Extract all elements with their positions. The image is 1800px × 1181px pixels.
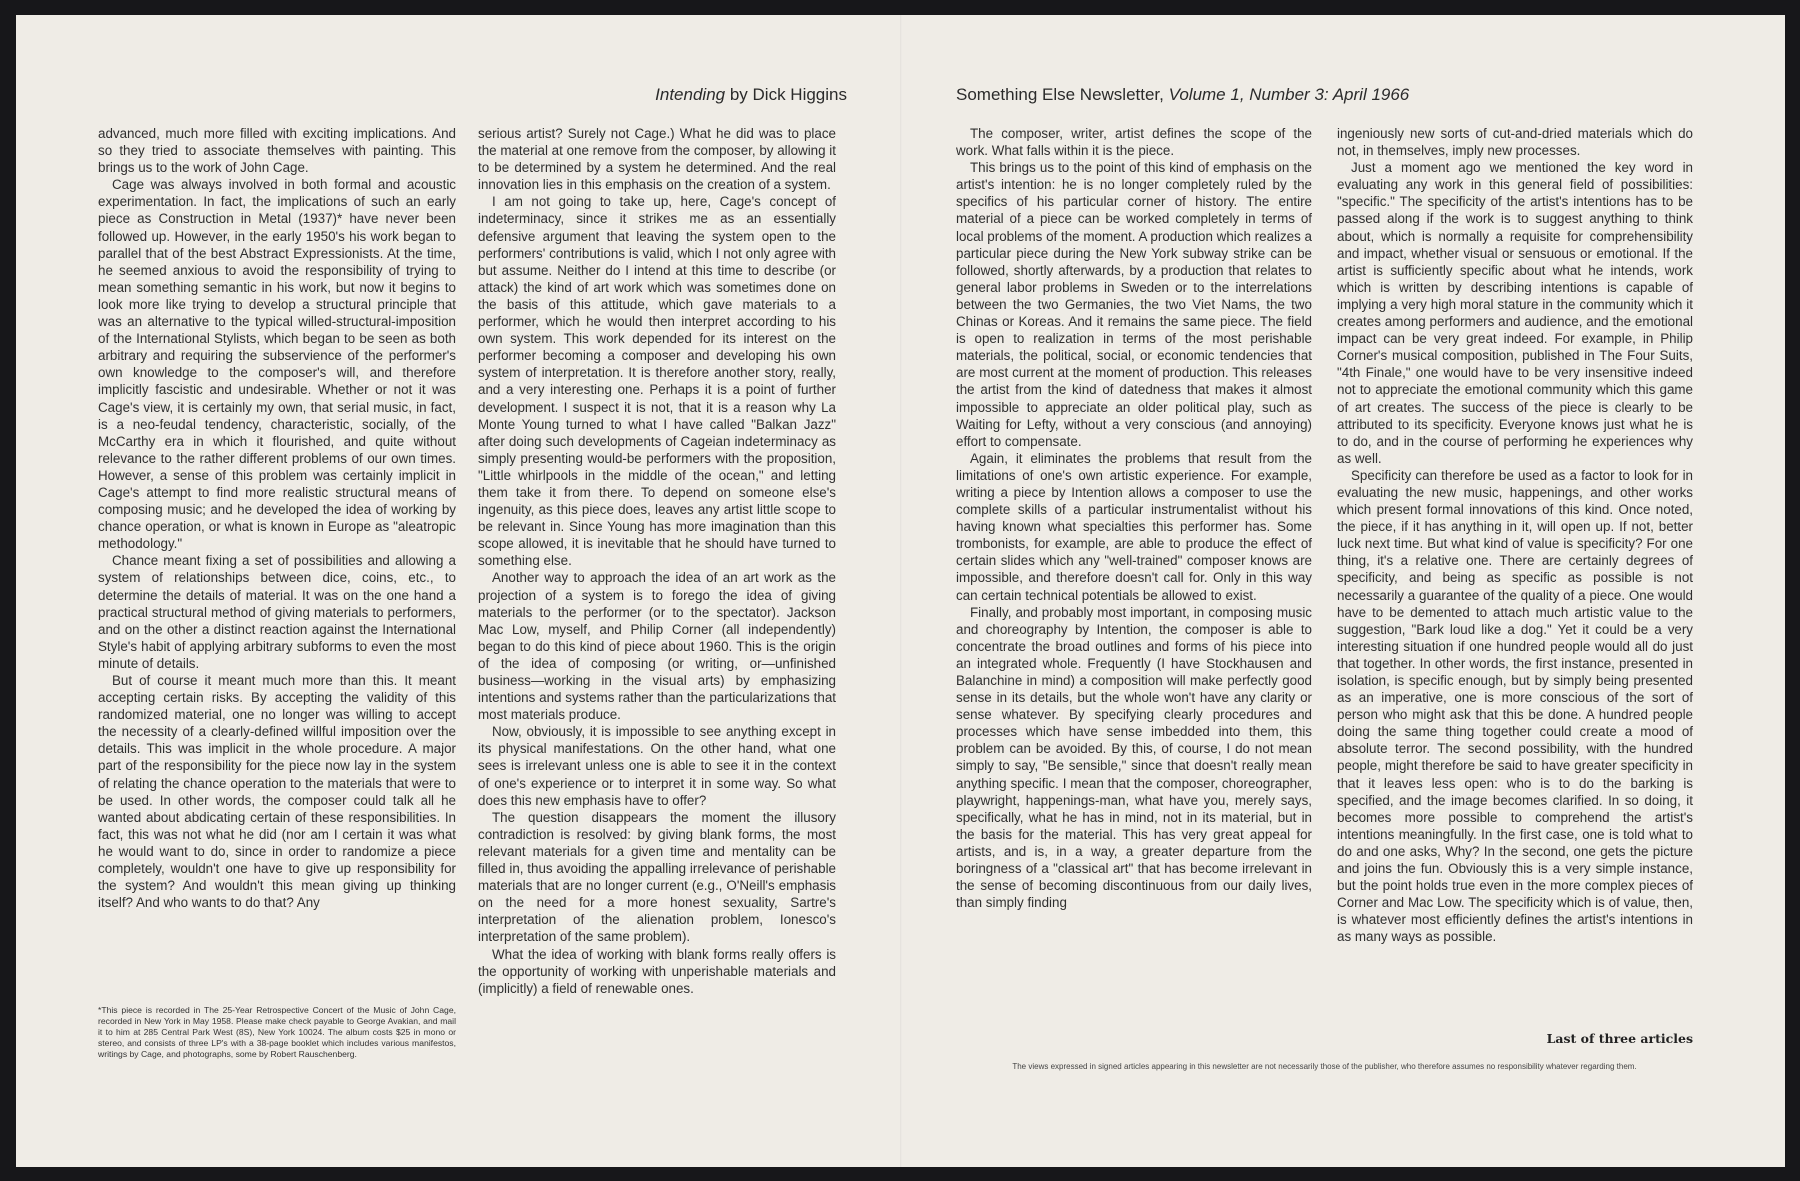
paragraph: What the idea of working with blank forms really offers is the opportunity of working with unperishable materials and (implicitly) a field of renewable ones. [478,946,836,996]
paragraph: Cage was always involved in both formal and acoustic experimentation. In fact, the implications of such an early piece as Construction in Metal (1937)* have never been followed up. However, in the early 1950's his work began to parallel that of the best Abstract Expressionists. At the time, he seemed anxious to avoid the responsibility of trying to mean something semantic in his work, but now it begins to look more like trying to develop a structural principle that was an alternative to the typical willed-structural-imposition of the International Stylists, which began to be seen as both arbitrary and requiring the subservience of the performer's own knowledge to the composer's will, and therefore implicitly fascistic and undesirable. Whether or not it was Cage's view, it is certainly my own, that serial music, in fact, is a neo-feudal tendency, characteristic, socially, of the McCarthy era in which it flourished, and quite without relevance to the rather different problems of our own times. However, a sense of this problem was certainly implicit in Cage's attempt to find more realistic structural means of composing music; and he developed the idea of working by chance operation, or what is known in Europe as "aleatropic methodology." [98,177,456,552]
paragraph: serious artist? Surely not Cage.) What he did was to place the material at one remove from the composer, by allowing it to be determined by a system he determined. And the real innovation lies in this emphasis on the creation of a system. [478,126,836,193]
text-column-2 [478,125,836,997]
center-fold [900,15,902,1167]
paragraph: Finally, and probably most important, in composing music and choreography by Intention, the composer is able to concentrate the broad outlines and forms of his piece into an integrated whole. Frequently (I have Stockhausen and Balanchine in mind) a composition will make perfectly good sense in its details, but the whole won't have any clarity or sense whatever. By specifying clearly procedures and processes which have sense imbedded into them, this problem can be avoided. By this, of course, I do not mean simply to say, "Be sensible," since that doesn't really mean anything specific. I mean that the composer, choreographer, playwright, happenings-man, what have you, merely says, specifically, what he has in mind, not in its material, but in the basis for the material. This has very great appeal for artists, and is, in a way, a greater departure from the boringness of a "classical art" that has become irrelevant in the sense of becoming discontinuous from our daily lives, than simply finding [956,604,1312,911]
paragraph: I am not going to take up, here, Cage's concept of indeterminacy, since it strikes me as an essentially defensive argument that leaving the system open to the performers' contributions is valid, which I not only agree with but assume. Neither do I intend at this time to describe (or attack) the kind of art work which was sometimes done on the basis of this attitude, which gave materials to a performer, which he would then interpret according to his own system. This work depended for its interest on the performer becoming a composer and developing his own system of interpretation. It is therefore another story, really, and a very interesting one. Perhaps it is a point of further development. I suspect it is not, that it is a reason why La Monte Young turned to what I have called "Balkan Jazz" after doing such developments of Cageian indeterminacy as simply presenting would-be performers with the proposition, "Little whirlpools in the middle of the ocean," and letting them take it from there. To depend on someone else's ingenuity, as this piece does, leaves any artist little scope to be relevant in. Since Young has more imagination than this scope allowed, it is inevitable that he should have turned to something else. [478,194,836,569]
paragraph: This brings us to the point of this kind of emphasis on the artist's intention: he is no longer completely ruled by the specifics of his particular corner of history. The entire material of a piece can be worked completely in terms of local problems of the moment. A production which realizes a particular piece during the New York subway strike can be followed, shortly afterwards, by a production that relates to general labor problems in Sweden or to the interrelations between the two Germanies, the two Viet Nams, the two Chinas or Koreas. And it remains the same piece. The field is open to realization in terms of the most perishable materials, the political, social, or economic tendencies that are most current at the moment of production. This releases the artist from the kind of datedness that makes it almost impossible to appreciate an older political play, such as Waiting for Lefty, without a very conscious (and annoying) effort to compensate. [956,160,1312,449]
paragraph: Chance meant fixing a set of possibilities and allowing a system of relationships between dice, coins, etc., to determine the details of material. It was on the one hand a practical structural method of giving materials to performers, and on the other a distinct reaction against the International Style's habit of applying arbitrary subforms to even the most minute of details. [98,553,456,671]
footnote-text: *This piece is recorded in The 25-Year Retrospective Concert of the Music of John Cage, recorded in New York in May 1958. Please make check payable to George Avakian, and mail it to him at 285 Central Park West (8S), New York 10024. The album costs $25 in mono or stereo, and consists of three LP's with a 38-page booklet which includes various manifestos, writings by Cage, and photographs, some by Robert Rauschenberg. [98,1005,456,1059]
paragraph: ingeniously new sorts of cut-and-dried materials which do not, in themselves, imply new processes. [1337,126,1693,159]
paragraph: Just a moment ago we mentioned the key word in evaluating any work in this general field of possibilities: "specific." The specificity of the artist's intentions has to be passed along if the work is to suggest anything to think about, which is normally a requisite for comprehensibility and impact, whether visual or sensuous or emotional. If the artist is sufficiently specific about what he intends, work which is written by describing intentions is capable of implying a very high moral stature in the community which it creates among performers and audience, and the emotional impact can be very great indeed. For example, in Philip Corner's musical composition, published in The Four Suits, "4th Finale," one would have to be very insensitive indeed not to appreciate the emotional community which this game of art creates. The success of the piece is clearly to be attributed to its specificity. Everyone knows just what he is to do, and in the course of performing he experiences why as well. [1337,160,1693,466]
paragraph: Specificity can therefore be used as a factor to look for in evaluating the new music, happenings, and other works which present formal innovations of this kind. Once noted, the piece, if it has anything in it, will open up. If not, better luck next time. But what kind of value is specificity? For one thing, it's a relative one. There are certainly degrees of specificity, and being as specific as possible is not necessarily a guarantee of the quality of a piece. One would have to be demented to attach much artistic value to the suggestion, "Bark loud like a dog." Yet it could be a very interesting situation if one hundred people would all do just that together. In other words, the first instance, presented in isolation, is specific enough, but by simply being presented as an imperative, one is more conscious of the sort of person who might ask that this be done. A hundred people doing the same thing together could create a mood of absolute terror. The second possibility, with the hundred people, might therefore be said to have greater specificity in that it leaves less open: who is to do the barking is specified, and the image becomes clarified. In so doing, it becomes more possible to comprehend the artist's intentions meaningfully. In the first case, one is told what to do and one asks, Why? In the second, one gets the picture and joins the fun. Obviously this is a very simple instance, but the point holds true even in the more complex pieces of Corner and Mac Low. The specificity which is of value, then, is whatever most efficiently defines the artist's intentions in as many ways as possible. [1337,467,1693,945]
paragraph: Another way to approach the idea of an art work as the projection of a system is to forego the idea of giving materials to the performer (or to the spectator). Jackson Mac Low, myself, and Philip Corner (all independently) began to do this kind of piece about 1960. This is the origin of the idea of composing (or writing, or—unfinished business—working in the visual arts) by emphasizing intentions and systems rather than the particularizations that most materials produce. [478,570,836,723]
newsletter-issue: Volume 1, Number 3: April 1966 [1168,85,1410,104]
article-header [655,85,847,105]
footnote [98,1005,456,1060]
article-title: Intending [655,85,726,104]
paragraph: The question disappears the moment the illusory contradiction is resolved: by giving blank forms, the most relevant materials for a given time and mentality can be filled in, thus avoiding the appalling irrelevance of perishable materials that are no longer current (e.g., O'Neill's emphasis on the need for a more honest sexuality, Sartre's interpretation of the alienation problem, Ionesco's interpretation of the same problem). [478,809,836,945]
disclaimer: The views expressed in signed articles appearing in this newsletter are not necessarily those of the publisher, who therefore assumes no responsibility whatever regarding them. [1012,1062,1637,1071]
last-of-articles-note: Last of three articles [1546,1031,1693,1046]
paragraph: Now, obviously, it is impossible to see anything except in its physical manifestations. On the other hand, what one sees is irrelevant unless one is able to see it in the context of one's experience or to interpret it in some way. So what does this new emphasis have to offer? [478,724,836,808]
newsletter-name: Something Else Newsletter, [956,85,1164,104]
text-column-4 [1337,125,1693,946]
paragraph: The composer, writer, artist defines the scope of the work. What falls within it is the piece. [956,126,1312,159]
paragraph: But of course it meant much more than this. It meant accepting certain risks. By accepting the validity of this randomized material, one no longer was willing to accept the necessity of a clearly-defined willful imposition over the details. This was implicit in the whole procedure. A major part of the responsibility for the piece now lay in the system of relating the chance operation to the materials that were to be used. In other words, the composer could talk all he wanted about abdicating certain of these responsibilities. In fact, this was not what he did (nor am I certain it was what he would want to do, since in order to randomize a piece completely, wouldn't one have to give up responsibility for the system? And wouldn't this mean giving up thinking itself? And who wants to do that? Any [98,673,456,911]
text-column-1 [98,125,456,911]
text-column-3 [956,125,1312,911]
paragraph: Again, it eliminates the problems that result from the limitations of one's own artistic experience. For example, writing a piece by Intention allows a composer to use the complete skills of a particular instrumentalist without his having known what specialties this performer has. Some trombonists, for example, are able to produce the effect of certain slides which any "well-trained" composer knows are impossible, and therefore doesn't call for. Only in this way can certain technical potentials be allowed to exist. [956,450,1312,603]
article-author: by Dick Higgins [729,85,847,104]
paragraph: advanced, much more filled with exciting implications. And so they tried to associate themselves with painting. This brings us to the work of John Cage. [98,126,456,176]
newsletter-header [956,85,1409,105]
newsletter-sheet [16,15,1785,1167]
